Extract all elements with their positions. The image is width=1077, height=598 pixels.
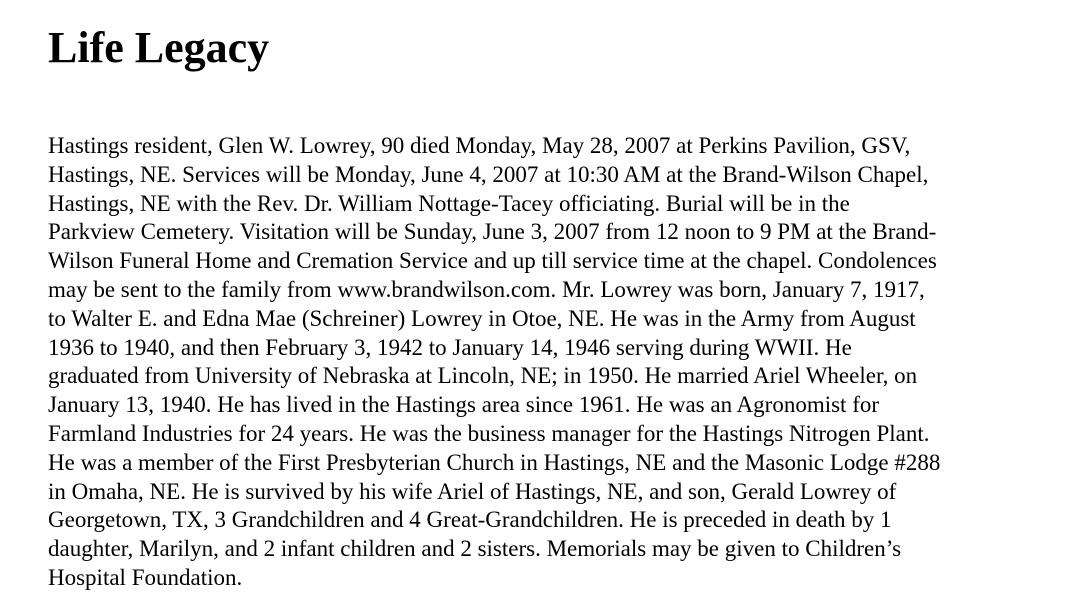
obituary-line: Georgetown, TX, 3 Grandchildren and 4 Great-Grandchildren. He is preceded in death by 1 [48, 507, 892, 533]
obituary-line: to Walter E. and Edna Mae (Schreiner) Lowrey in Otoe, NE. He was in the Army from August [48, 305, 916, 331]
obituary-line: Wilson Funeral Home and Cremation Service and up till service time at the chapel. Condolences [48, 248, 937, 274]
obituary-line: Hastings resident, Glen W. Lowrey, 90 died Monday, May 28, 2007 at Perkins Pavilion, GSV, [48, 133, 911, 158]
obituary-line: January 13, 1940. He has lived in the Hastings area since 1961. He was an Agronomist for [48, 392, 880, 418]
obituary-line: He was a member of the First Presbyterian Church in Hastings, NE and the Masonic Lodge #288 [48, 449, 941, 475]
obituary-line: Farmland Industries for 24 years. He was the business manager for the Hastings Nitrogen Plant. [48, 420, 930, 446]
obituary-line: Parkview Cemetery. Visitation will be Sunday, June 3, 2007 from 12 noon to 9 PM at the Brand- [48, 219, 937, 245]
obituary-line: in Omaha, NE. He is survived by his wife Ariel of Hastings, NE, and son, Gerald Lowrey of [48, 478, 897, 504]
obituary-text [48, 132, 1048, 593]
obituary-line: Hastings, NE with the Rev. Dr. William Nottage-Tacey officiating. Burial will be in the [48, 190, 850, 216]
page-title: Life Legacy [48, 23, 270, 72]
obituary-line: Hospital Foundation. [48, 564, 243, 590]
obituary-line: graduated from University of Nebraska at Lincoln, NE; in 1950. He married Ariel Wheeler, on [48, 363, 918, 389]
obituary-line: may be sent to the family from www.brandwilson.com. Mr. Lowrey was born, January 7, 1917, [48, 276, 925, 302]
obituary-line: Hastings, NE. Services will be Monday, June 4, 2007 at 10:30 AM at the Brand-Wilson Chapel, [48, 161, 929, 187]
obituary-line: 1936 to 1940, and then February 3, 1942 to January 14, 1946 serving during WWII. He [48, 334, 852, 360]
obituary-line: daughter, Marilyn, and 2 infant children and 2 sisters. Memorials may be given to Children’s [48, 536, 902, 562]
